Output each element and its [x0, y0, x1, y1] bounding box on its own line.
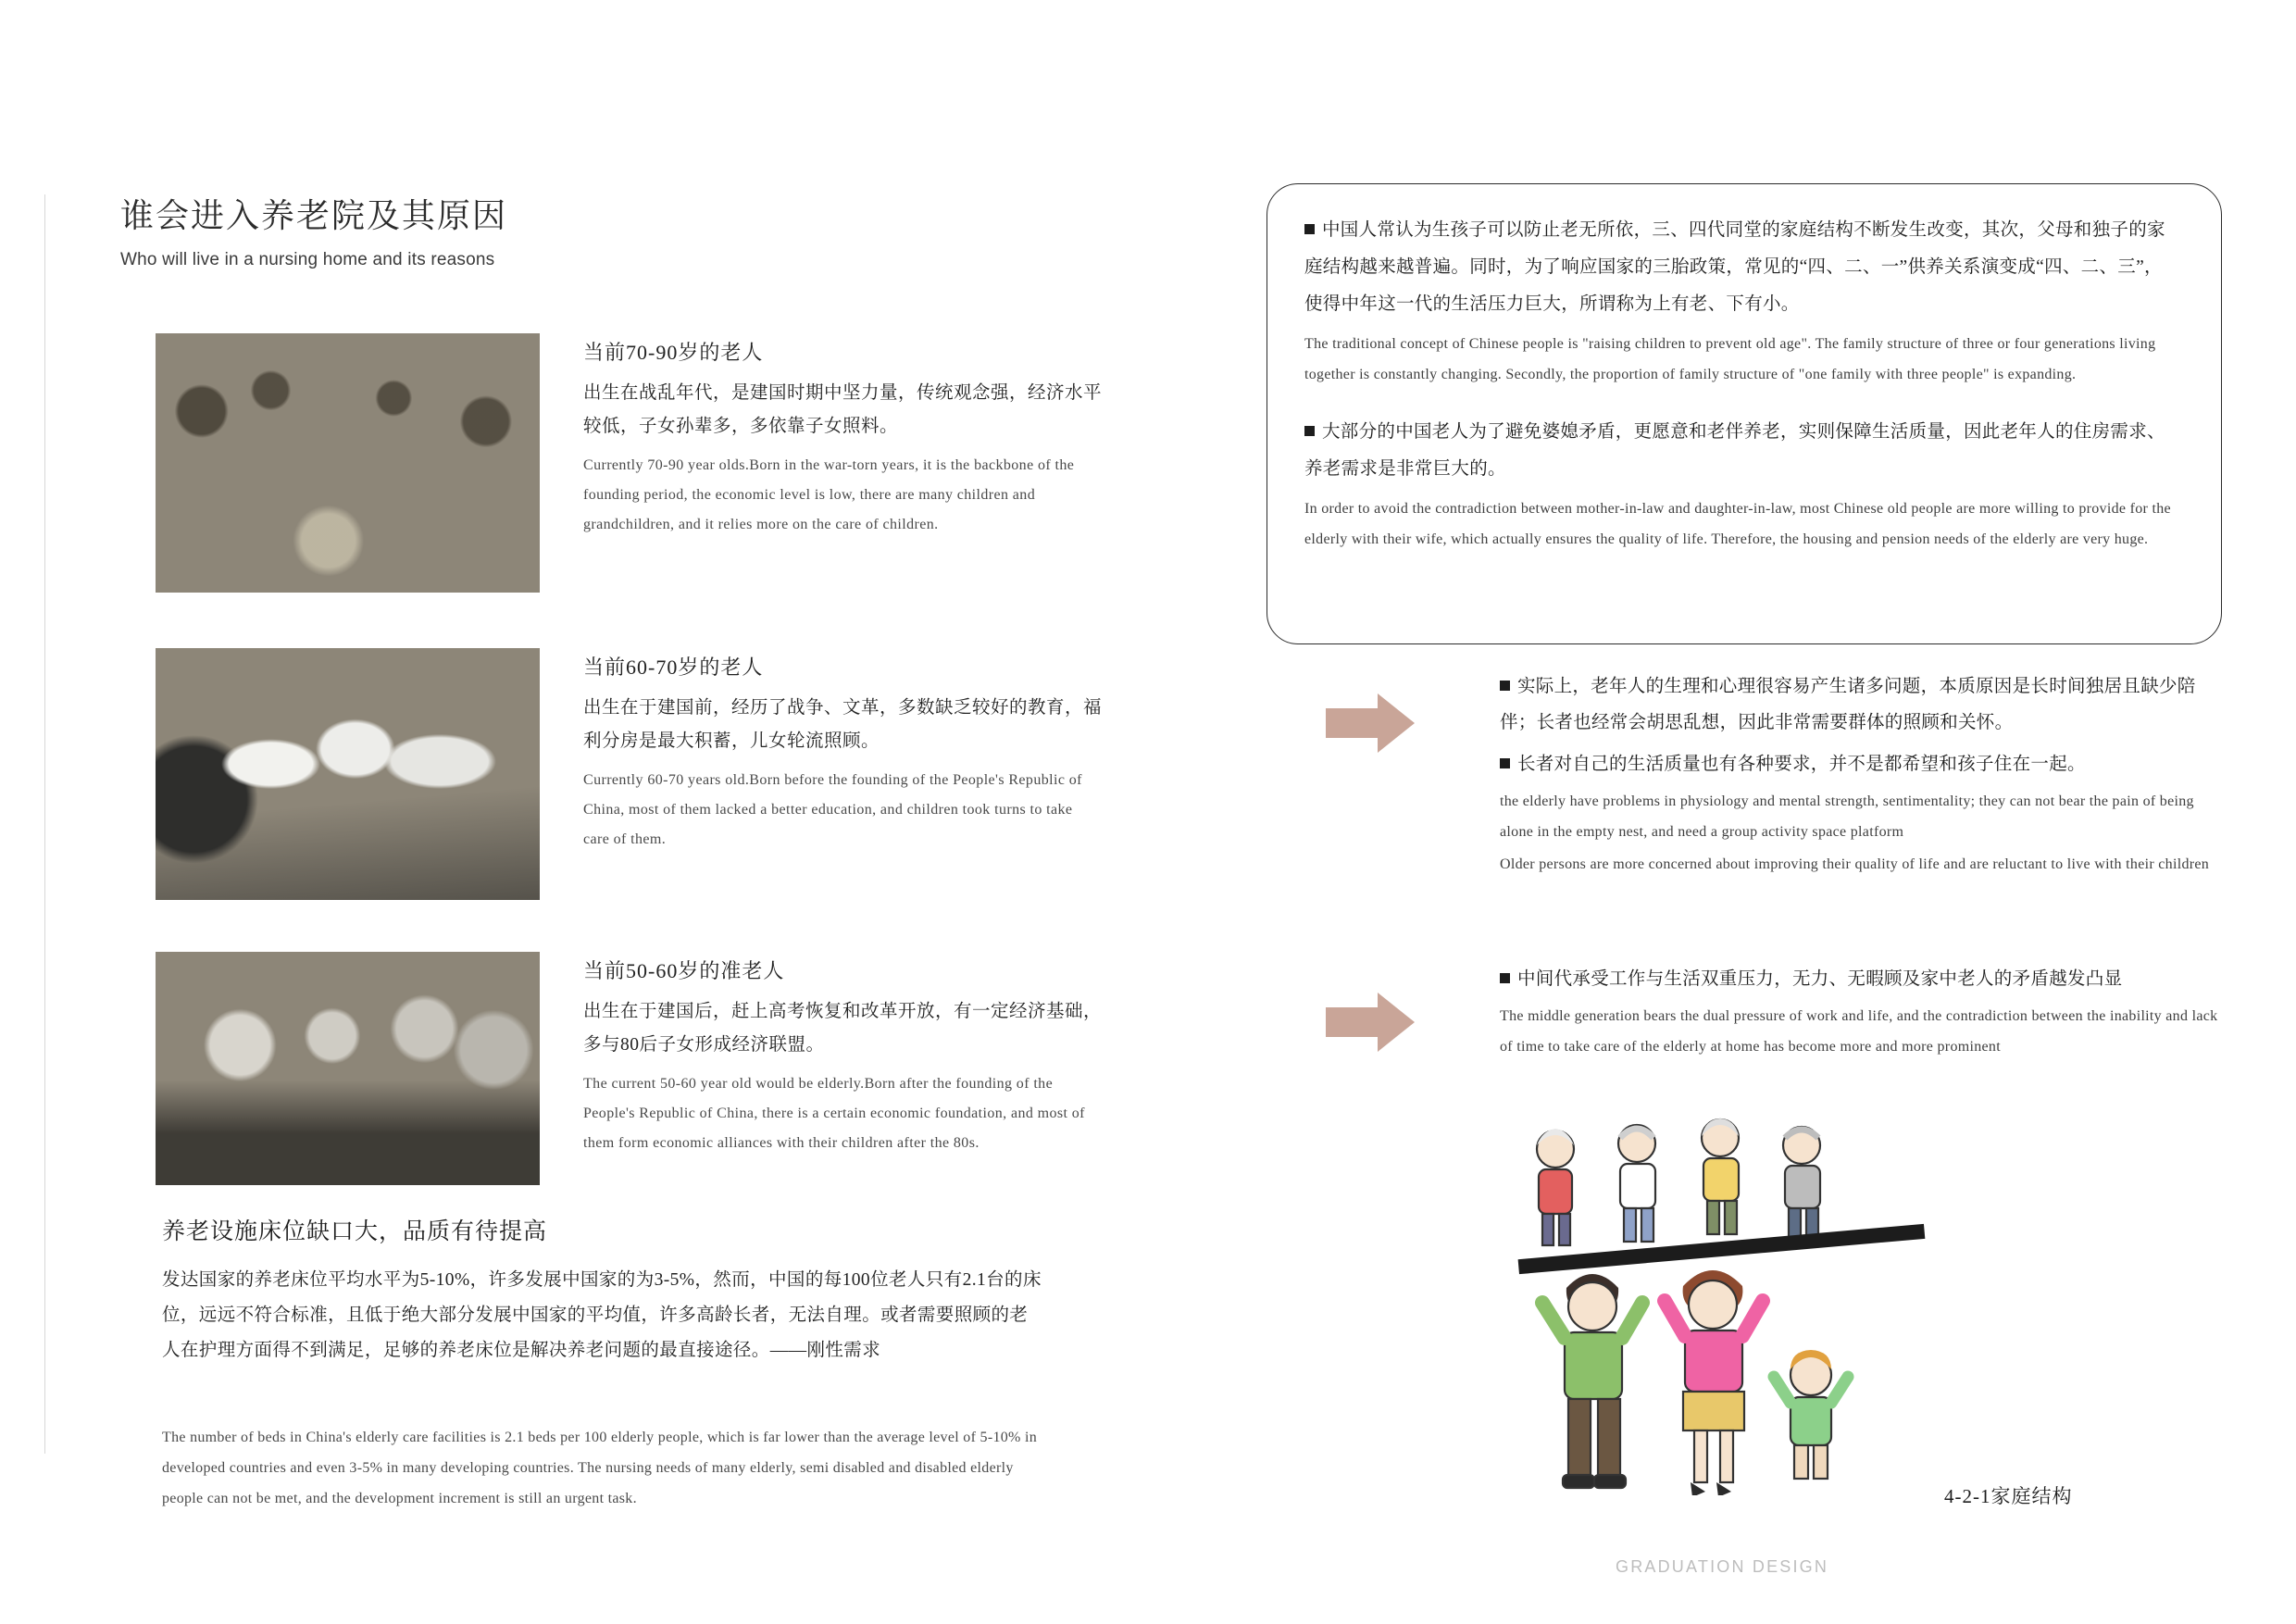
age-group-2-text	[583, 652, 1102, 855]
right-section-2	[1500, 961, 2231, 1062]
age-group-1-body-en: Currently 70-90 year olds.Born in the war-torn years, it is the backbone of the founding period, the economic level is low, there are many children and grandchildren, and it relies more on the care of children.	[583, 457, 1075, 532]
right-sec-1-bullet-1-text: 实际上，老年人的生理和心理很容易产生诸多问题，本质原因是长时间独居且缺少陪伴；长者也经常会胡思乱想，因此非常需要群体的照顾和关怀。	[1500, 677, 2196, 732]
bullet-square-icon	[1500, 681, 1510, 691]
beds-body-cn: 发达国家的养老床位平均水平为5-10%，许多发展中国家的为3-5%，然而，中国的每100位老人只有2.1台的床位，远远不符合标准，且低于绝大部分发展中国家的平均值，许多高龄长者，无法自理。或者需要照顾的老人在护理方面得不到满足，足够的养老床位是解决养老问题的最直接途径。——刚性需求	[162, 1270, 1042, 1360]
beds-heading: 养老设施床位缺口大，品质有待提高	[162, 1219, 548, 1244]
right-sec-2-bullet-1-text: 中间代承受工作与生活双重压力，无力、无暇顾及家中老人的矛盾越发凸显	[1517, 969, 2123, 989]
age-group-3-body-en: The current 50-60 year old would be elderly.Born after the founding of the People's Republic of China, there is a certain economic foundation, and most of them form economic alliances with their children after the 80s.	[583, 1076, 1085, 1151]
right-sec-1-bullet-2	[1500, 746, 2231, 782]
right-sec-1-bullet-1	[1500, 668, 2231, 741]
right-section-1	[1500, 668, 2231, 880]
left-column	[120, 190, 1111, 270]
page-title-cn: 谁会进入养老院及其原因	[120, 197, 508, 234]
right-sec-1-bullet-2-text: 长者对自己的生活质量也有各种要求，并不是都希望和孩子住在一起。	[1517, 755, 2086, 774]
bullet-square-icon	[1304, 224, 1315, 234]
historical-crowd-photo	[156, 333, 540, 593]
age-group-2-body-cn: 出生在于建国前，经历了战争、文革，多数缺乏较好的教育，福利分房是最大积蓄，儿女轮流照顾。	[583, 698, 1103, 751]
concept-para-2-cn-text: 大部分的中国老人为了避免婆媳矛盾，更愿意和老伴养老，实则保障生活质量，因此老年人的住房需求、养老需求是非常巨大的。	[1304, 422, 2165, 479]
cartoon-caption: 4-2-1家庭结构	[1944, 1485, 2073, 1507]
age-group-3-heading: 当前50-60岁的准老人	[583, 959, 785, 982]
concept-para-2-cn	[1304, 414, 2178, 488]
bullet-square-icon	[1304, 426, 1315, 436]
bullet-square-icon	[1500, 758, 1510, 768]
age-group-3-body-cn: 出生在于建国后，赶上高考恢复和改革开放，有一定经济基础，多与80后子女形成经济联盟。	[583, 1002, 1103, 1055]
age-group-1-text	[583, 337, 1102, 540]
concept-para-1-cn-text: 中国人常认为生孩子可以防止老无所依，三、四代同堂的家庭结构不断发生改变，其次，父母和独子的家庭结构越来越普遍。同时，为了响应国家的三胎政策，常见的“四、二、一”供养关系演变成“四、二、三”，使得中年这一代的生活压力巨大，所谓称为上有老、下有小。	[1304, 220, 2165, 314]
footer-text: GRADUATION DESIGN	[1616, 1557, 1829, 1576]
arrow-right-icon-2	[1324, 989, 1416, 1056]
beds-shortage-section	[162, 1213, 1042, 1514]
page-title-en: Who will live in a nursing home and its reasons	[120, 250, 495, 269]
bullet-square-icon	[1500, 973, 1510, 983]
vertical-divider	[44, 194, 45, 1454]
family-structure-cartoon	[1509, 1106, 1935, 1495]
age-group-1-heading: 当前70-90岁的老人	[583, 341, 764, 364]
beds-body-en: The number of beds in China's elderly care facilities is 2.1 beds per 100 elderly people, which is far lower than the average level of 5-10% in developed countries and even 3-5% in many developing countries. The nursing needs of many elderly, semi disabled and disabled elderly people can not be met, and the development increment is still an urgent task.	[162, 1430, 1038, 1506]
right-sec-2-bullet-1	[1500, 961, 2231, 997]
farmers-straw-hats-photo	[156, 648, 540, 900]
concept-para-1-en: The traditional concept of Chinese people is "raising children to prevent old age". The family structure of three or four generations living together is constantly changing. Secondly, the proportion of family structure of "one family with three people" is expanding.	[1304, 336, 2156, 382]
arrow-right-icon-1	[1324, 690, 1416, 756]
age-group-1-body-cn: 出生在战乱年代，是建国时期中坚力量，传统观念强，经济水平较低，子女孙辈多，多依靠子女照料。	[583, 383, 1103, 436]
right-sec-1-en-2: Older persons are more concerned about improving their quality of life and are reluctant to live with their children	[1500, 856, 2210, 872]
concept-box	[1267, 183, 2222, 644]
age-group-2-heading: 当前60-70岁的老人	[583, 656, 764, 679]
age-group-3-text	[583, 956, 1102, 1158]
age-group-2-body-en: Currently 60-70 years old.Born before the founding of the People's Republic of China, most of them lacked a better education, and children took turns to take care of them.	[583, 772, 1082, 847]
concept-para-1-cn	[1304, 212, 2178, 323]
right-sec-1-en-1: the elderly have problems in physiology and mental strength, sentimentality; they can not bear the pain of being alone in the empty nest, and need a group activity space platform	[1500, 793, 2194, 840]
right-sec-2-en-1: The middle generation bears the dual pressure of work and life, and the contradiction between the inability and lack of time to take care of the elderly at home has become more and more prominent	[1500, 1008, 2218, 1055]
press-conference-photo	[156, 952, 540, 1185]
concept-para-2-en: In order to avoid the contradiction between mother-in-law and daughter-in-law, most Chinese old people are more willing to provide for the elderly with their wife, which actually ensures the quality of life. Therefore, the housing and pension needs of the elderly are very huge.	[1304, 501, 2171, 547]
